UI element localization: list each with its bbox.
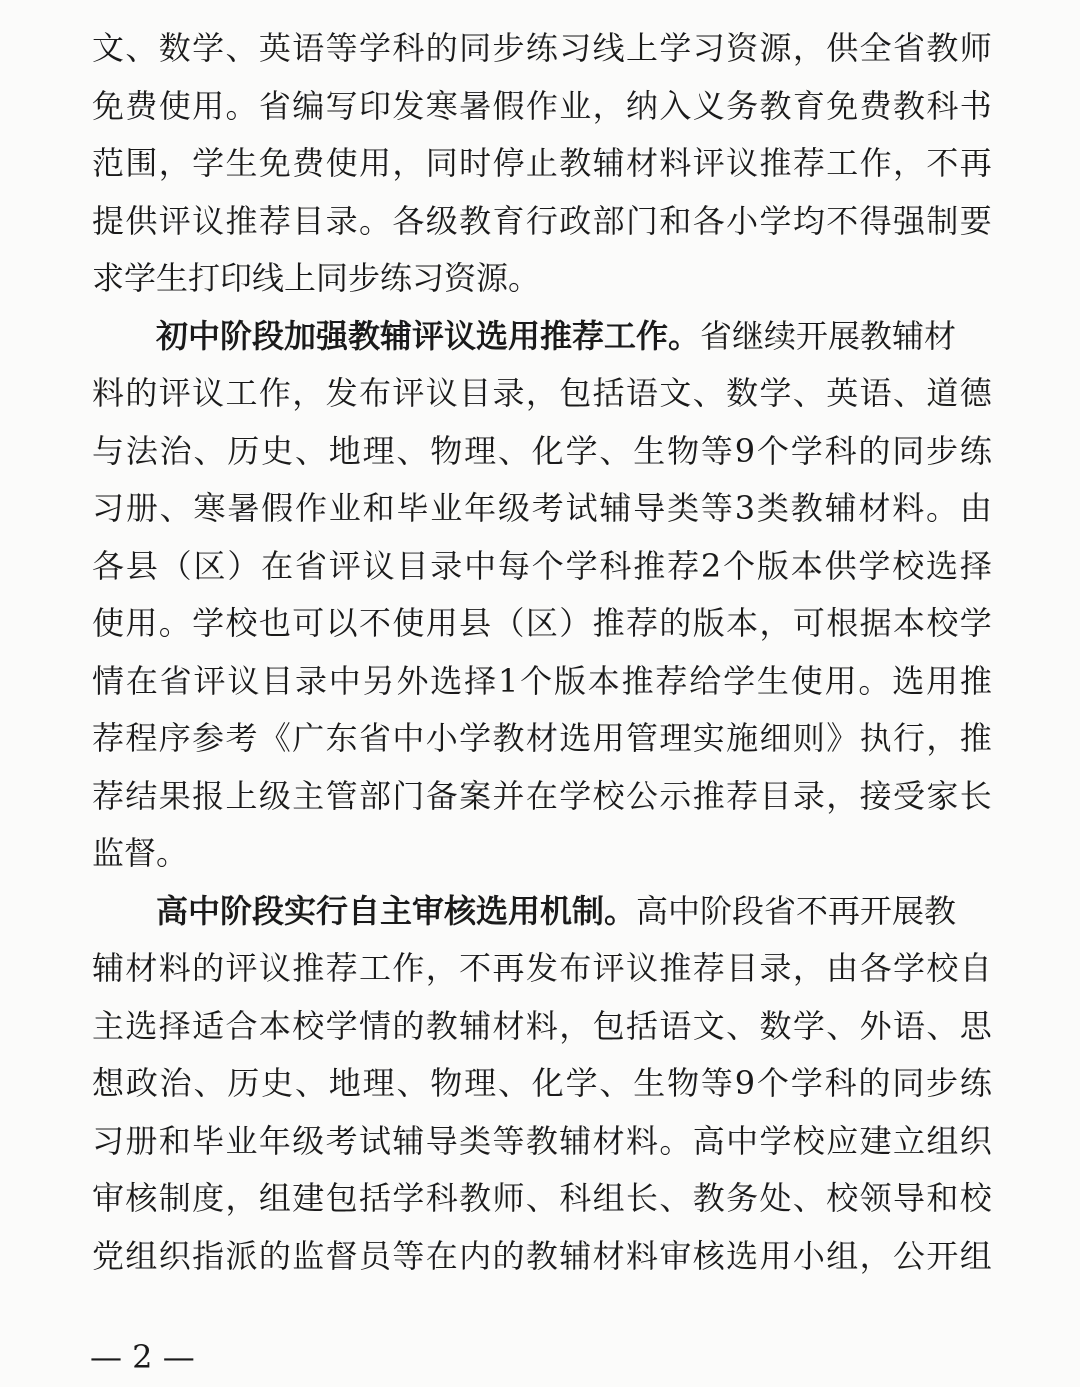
paragraph-3-line-5: 习 册 和 毕 业 年 级 考 试 辅 导 类 等 教 辅 材 料 。 高 中 学 校 应 建 立 组 织 bbox=[92, 1121, 992, 1160]
paragraph-3-line-2: 辅 材 料 的 评 议 推 荐 工 作 ， 不 再 发 布 评 议 推 荐 目 录 ， 由 各 学 校 自 bbox=[92, 949, 992, 987]
paragraph-2-first-line bbox=[92, 308, 992, 366]
paragraph-2-line-8: 荐 程 序 参 考 《 广 东 省 中 小 学 教 材 选 用 管 理 实 施 细 则 》 执 行 ， 推 bbox=[92, 719, 992, 757]
document-body bbox=[92, 20, 992, 1285]
paragraph-3-line-7: 党 组 织 指 派 的 监 督 员 等 在 内 的 教 辅 材 料 审 核 选 用 小 组 ， 公 开 组 bbox=[92, 1236, 992, 1275]
paragraph-2-line-10: 监督。 bbox=[92, 834, 189, 872]
paragraph-2-line-6: 使 用 。 学 校 也 可 以 不 使 用 县 （ 区 ） 推 荐 的 版 本 ， 可 根 据 本 校 学 bbox=[92, 604, 992, 642]
paragraph-2-line-4: 习 册 、 寒 暑 假 作 业 和 毕 业 年 级 考 试 辅 导 类 等 3 类 教 辅 材 料 。 由 bbox=[92, 489, 992, 527]
paragraph-1-line-4: 提 供 评 议 推 荐 目 录 。 各 级 教 育 行 政 部 门 和 各 小 学 均 不 得 强 制 要 bbox=[92, 201, 992, 240]
paragraph-3-line-4: 想 政 治 、 历 史 、 地 理 、 物 理 、 化 学 、 生 物 等 9 个 学 科 的 同 步 练 bbox=[92, 1064, 992, 1102]
page-number: — 2 — bbox=[90, 1338, 195, 1376]
paragraph-2-line-5: 各 县 （ 区 ） 在 省 评 议 目 录 中 每 个 学 科 推 荐 2 个 版 本 供 学 校 选 择 bbox=[92, 546, 992, 585]
paragraph-2-line-3: 与 法 治 、 历 史 、 地 理 、 物 理 、 化 学 、 生 物 等 9 个 学 科 的 同 步 练 bbox=[92, 431, 992, 470]
paragraph-1-line-1: 文 、 数 学 、 英 语 等 学 科 的 同 步 练 习 线 上 学 习 资 源 ， 供 全 省 教 师 bbox=[92, 29, 992, 67]
paragraph-3-line-6: 审 核 制 度 ， 组 建 包 括 学 科 教 师 、 科 组 长 、 教 务 处 、 校 领 导 和 校 bbox=[92, 1179, 992, 1217]
paragraph-3-line-3: 主 选 择 适 合 本 校 学 情 的 教 辅 材 料 ， 包 括 语 文 、 数 学 、 外 语 、 思 bbox=[92, 1006, 992, 1045]
paragraph-1-line-3: 范 围 ， 学 生 免 费 使 用 ， 同 时 停 止 教 辅 材 料 评 议 推 荐 工 作 ， 不 再 bbox=[92, 144, 992, 182]
paragraph-1-line-5: 求学生打印线上同步练习资源。 bbox=[92, 259, 541, 297]
paragraph-2-line-7: 情 在 省 评 议 目 录 中 另 外 选 择 1 个 版 本 推 荐 给 学 生 使 用 。 选 用 推 bbox=[92, 661, 992, 700]
paragraph-2-heading: 初中阶段加强教辅评议选用推荐工作。 bbox=[156, 316, 701, 355]
paragraph-3-first-line bbox=[92, 883, 992, 941]
paragraph-2-line-9: 荐 结 果 报 上 级 主 管 部 门 备 案 并 在 学 校 公 示 推 荐 目 录 ， 接 受 家 长 bbox=[92, 776, 992, 815]
paragraph-3-first-line-text: 高中阶段省不再开展教 bbox=[636, 891, 957, 930]
paragraph-2-first-line-text: 省继续开展教辅材 bbox=[700, 316, 957, 355]
paragraph-2-line-2: 料 的 评 议 工 作 ， 发 布 评 议 目 录 ， 包 括 语 文 、 数 学 、 英 语 、 道 德 bbox=[92, 374, 992, 412]
paragraph-3-heading: 高中阶段实行自主审核选用机制。 bbox=[156, 891, 637, 930]
paragraph-1-line-2: 免 费 使 用 。 省 编 写 印 发 寒 暑 假 作 业 ， 纳 入 义 务 教 育 免 费 教 科 书 bbox=[92, 86, 992, 125]
